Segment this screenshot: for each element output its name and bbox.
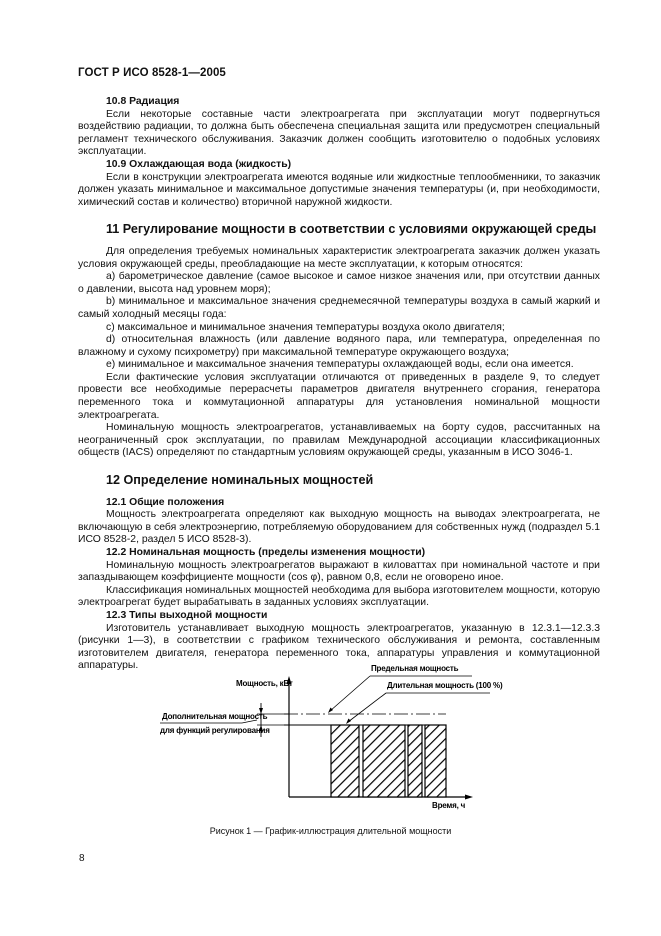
- list-item: e) минимальное и максимальное значения температуры охлаждающей воды, если она имеется.: [106, 359, 574, 371]
- subsection-title-12-3: 12.3 Типы выходной мощности: [106, 609, 268, 621]
- document-body: [78, 96, 600, 673]
- paragraph: Если фактические условия эксплуатации отличаются от приведенных в разделе 9, то следует провести все необходимые перерасчеты параметров двигателя внутреннего сгорания, генератора переменного тока и коммутационной аппаратуры для установления номинальной мощности электроагрегата.: [78, 371, 600, 421]
- x-axis-label: Время, ч: [432, 801, 466, 810]
- paragraph: Номинальную мощность электроагрегатов выражают в киловаттах при номинальной частоте и при запаздывающем коэффициенте мощности (cos φ), равном 0,8, если не оговорено иное.: [78, 559, 600, 584]
- section-title-12: 12 Определение номинальных мощностей: [106, 473, 374, 488]
- figure-1-continuous-power-diagram: [160, 664, 510, 817]
- additional-power-label-line2: для функций регулирования: [160, 726, 270, 735]
- paragraph: Если в конструкции электроагрегата имеются водяные или жидкостные теплообменники, то заказчик должен указать минимальное и максимальное допустимые значения температуры (и, при необходимости, химический состав и количество) вторичной наружной жидкости.: [78, 171, 600, 208]
- paragraph: Изготовитель устанавливает выходную мощность электроагрегатов, указанную в 12.3.1—12.3.3 (рисунки 1—3), в соответствии с графиком технического обслуживания и ремонта, составленным изготовителем двигателя, генератора переменного тока, аппаратуры управления и коммутационной аппаратуры.: [78, 622, 600, 672]
- subsection-title-10-9: 10.9 Охлаждающая вода (жидкость): [106, 158, 292, 170]
- subsection-title-12-2: 12.2 Номинальная мощность (пределы изменения мощности): [106, 547, 426, 558]
- continuous-power-label: Длительная мощность (100 %): [387, 681, 503, 690]
- list-item: c) максимальное и минимальное значения температуры воздуха около двигателя;: [106, 321, 505, 333]
- bar-3: [408, 725, 422, 797]
- paragraph: Мощность электроагрегата определяют как выходную мощность на выводах электроагрегата, не включающую в себя электроэнергию, потребляемую оборудованием для собственных нужд (подраздел 5.1 ИСО 8528-2, раздел 5 ИСО 8528-3).: [78, 509, 600, 546]
- figure-caption: Рисунок 1 — График-иллюстрация длительной мощности: [209, 826, 452, 836]
- paragraph: Если некоторые составные части электроагрегата при эксплуатации могут подвергнуться воздействию радиации, то должна быть обеспечена специальная защита или предусмотрен специальный регламент технического обслуживания. Заказчик должен сообщить изготовителю о подобных условиях эксплуатации.: [78, 108, 600, 158]
- paragraph: Номинальную мощность электроагрегатов, устанавливаемых на борту судов, рассчитанных на неограниченный срок эксплуатации, по правилам Международной ассоциации классификационных обществ (IACS) определяют по стандартным условиям окружающей среды, указанным в ИСО 3046-1.: [78, 422, 600, 459]
- leader-continuous: [348, 693, 386, 722]
- subsection-title-12-1: 12.1 Общие положения: [106, 496, 225, 508]
- x-axis-arrow-icon: [465, 795, 473, 800]
- paragraph: Для определения требуемых номинальных характеристик электроагрегата заказчик должен указать условия окружающей среды, преобладающие на месте эксплуатации, к которым относятся:: [78, 245, 600, 270]
- list-item: a) барометрическое давление (самое высокое и самое низкое значения или, при отсутствии данных о давлении, высота над уровнем моря);: [78, 271, 600, 295]
- list-item: d) относительная влажность (или давление водяного пара, или температура, определенная по влажному и сухому психрометру) при максимальной температуре окружающего воздуха;: [78, 334, 600, 358]
- bar-4: [425, 725, 446, 797]
- limit-power-label: Предельная мощность: [371, 664, 459, 673]
- bar-2: [363, 725, 405, 797]
- leader-limit: [330, 676, 370, 711]
- list-item: b) минимальное и максимальное значения среднемесячной температуры воздуха в самый жаркий и самый холодный месяцы года:: [78, 296, 600, 320]
- document-header: ГОСТ Р ИСО 8528-1—2005: [78, 67, 226, 79]
- additional-power-label: Дополнительная мощность: [162, 712, 268, 721]
- section-title-11: 11 Регулирование мощности в соответствии с условиями окружающей среды: [106, 222, 597, 237]
- bar-1: [331, 725, 359, 797]
- paragraph: Классификация номинальных мощностей необходима для выбора изготовителем мощности, которую электроагрегат будет вырабатывать в заданных условиях эксплуатации.: [78, 584, 600, 609]
- y-axis-label: Мощность, кВт: [236, 679, 293, 688]
- subsection-title-10-8: 10.8 Радиация: [106, 96, 180, 107]
- page-number: 8: [79, 853, 85, 864]
